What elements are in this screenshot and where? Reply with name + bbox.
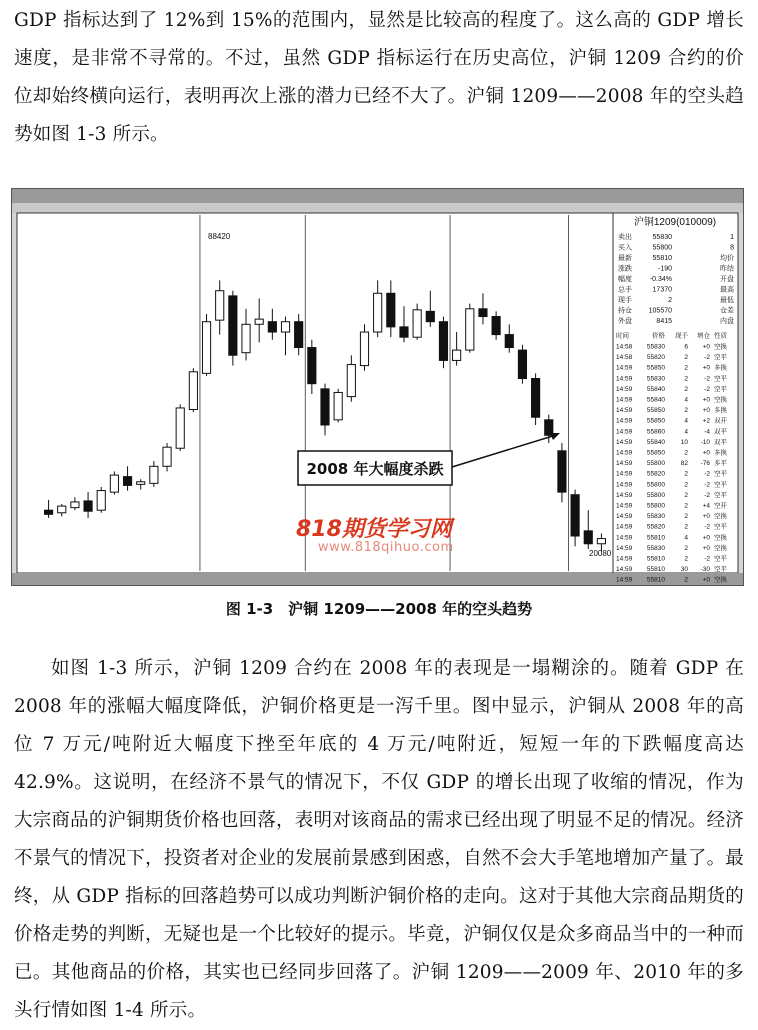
tick-row-6-cell-3: +0 [702, 407, 710, 415]
candle-37 [532, 373, 540, 425]
tick-row-16-cell-1: 55830 [646, 513, 665, 521]
panel-row-4-cell-2: 开盘 [720, 276, 734, 283]
tick-row-2-cell-4: 多换 [714, 364, 727, 372]
tick-row-19-cell-0: 14:59 [616, 544, 633, 552]
tick-row-10-cell-4: 多换 [714, 449, 727, 457]
tick-row-5-cell-1: 55840 [646, 396, 665, 404]
watermark-url: www.818qihuo.com [318, 540, 454, 555]
tick-row-18-cell-1: 55810 [646, 534, 665, 542]
candle-32 [466, 304, 474, 353]
tick-row-16-cell-0: 14:59 [616, 513, 633, 521]
candle-12 [202, 314, 210, 376]
panel-row-4-cell-0: 幅度 [618, 276, 632, 283]
tick-row-3-cell-3: -2 [704, 375, 710, 383]
tick-row-17-cell-1: 55820 [646, 523, 665, 531]
tick-row-15-cell-2: 2 [684, 502, 688, 510]
candle-5 [110, 471, 118, 494]
status-bar [12, 573, 743, 585]
tick-row-0-cell-0: 14:58 [616, 343, 633, 351]
tick-row-11-cell-2: 82 [680, 460, 688, 468]
tick-row-5-cell-2: 4 [684, 396, 688, 404]
tick-row-14-cell-1: 55800 [646, 491, 665, 499]
tick-row-21-cell-3: -30 [700, 566, 710, 574]
tick-row-9-cell-3: -10 [700, 438, 710, 446]
top-paragraph: GDP 指标达到了 12%到 15%的范围内，显然是比较高的程度了。这么高的 GDP 增长速度，是非常不寻常的。不过，虽然 GDP 指标运行在历史高位，沪铜 1209 合约的价位却始终横向运行，表明再次上涨的潜力已经不大了。沪铜 1209——2008 年的空头趋势如图 1-3 所示。 [14, 10, 744, 145]
tick-row-21-cell-4: 空平 [714, 566, 727, 574]
tick-row-0-cell-2: 6 [684, 343, 688, 351]
tick-row-3-cell-0: 14:59 [616, 375, 633, 383]
panel-row-3-cell-2: 昨结 [720, 265, 734, 273]
tick-row-22-cell-1: 55810 [646, 576, 665, 584]
tick-row-10-cell-1: 55850 [646, 449, 665, 457]
panel-row-5-cell-2: 最高 [720, 286, 734, 294]
tick-row-8-cell-4: 双平 [714, 428, 727, 436]
tick-row-17-cell-3: -2 [704, 523, 710, 531]
tick-row-8-cell-1: 55860 [646, 428, 665, 436]
candle-4 [97, 487, 105, 513]
tick-row-12-cell-1: 55820 [646, 470, 665, 478]
candle-10 [176, 404, 184, 450]
panel-row-4-cell-1: -0.34% [649, 276, 672, 283]
panel-row-6-cell-2: 最低 [720, 297, 734, 304]
tick-row-13-cell-4: 空平 [714, 481, 727, 489]
tick-row-10-cell-0: 14:59 [616, 449, 633, 457]
bottom-paragraph: 如图 1-3 所示，沪铜 1209 合约在 2008 年的表现是一塌糊涂的。随着 GDP 在 2008 年的涨幅大幅度降低，沪铜价格更是一泻千里。图中显示，沪铜从 2008 年的高位 7 万元/吨附近大幅度下挫至年底的 4 万元/吨附近，短短一年的下跌幅度高达 42.9%。这说明，在经济不景气的情况下，不仅 GDP 的增长出现了收缩的情况，作为大宗商品的沪铜期货价格也回落，表明对该商品的需求已经出现了明显不足的情况。经济不景气的情况下，投资者对企业的发展前景感到困惑，自然不会大手笔地增加产量了。最终，从 GDP 指标的回落趋势可以成功判断沪铜价格的走向。这对于其他大宗商品期货的价格走势的判断，无疑也是一个比较好的提示。毕竟，沪铜仅仅是众多商品当中的一种而已。其他商品的价格，其实也已经同步回落了。沪铜 1209——2009 年、2010 年的多头行情如图 1-4 所示。 [14, 658, 744, 1021]
tick-row-3-cell-1: 55830 [646, 375, 665, 383]
tick-row-22-cell-2: 2 [684, 576, 688, 584]
tick-row-16-cell-2: 2 [684, 513, 688, 521]
tick-row-15-cell-3: +4 [702, 502, 710, 510]
panel-row-8-cell-1: 8415 [656, 318, 672, 325]
tick-row-9-cell-4: 双平 [714, 438, 727, 446]
tick-row-1-cell-3: -2 [704, 354, 710, 362]
tick-row-2-cell-0: 14:59 [616, 364, 633, 372]
annotation-text: 2008 年大幅度杀跌 [306, 460, 444, 478]
tick-row-17-cell-0: 14:59 [616, 523, 633, 531]
tick-row-16-cell-4: 空换 [714, 513, 727, 521]
tick-row-21-cell-0: 14:59 [616, 566, 633, 574]
panel-row-5-cell-1: 17370 [652, 286, 672, 294]
candle-30 [439, 317, 447, 369]
tick-row-22-cell-0: 14:59 [616, 576, 633, 584]
tick-row-18-cell-4: 空换 [714, 534, 727, 542]
tick-row-19-cell-4: 空换 [714, 544, 727, 552]
tick-row-15-cell-0: 14:59 [616, 502, 633, 510]
tick-row-7-cell-0: 14:59 [616, 417, 633, 425]
panel-row-5-cell-0: 总手 [618, 286, 632, 294]
tick-row-18-cell-3: +0 [702, 534, 710, 542]
panel-row-8-cell-2: 内盘 [720, 318, 734, 325]
panel-row-2-cell-1: 55810 [652, 255, 672, 262]
panel-row-0-cell-1: 55830 [652, 234, 672, 241]
tick-row-14-cell-0: 14:59 [616, 491, 633, 499]
tick-row-1-cell-0: 14:58 [616, 354, 633, 362]
tick-row-7-cell-2: 4 [684, 417, 688, 425]
panel-row-8-cell-0: 外盘 [618, 318, 632, 325]
tick-row-6-cell-1: 55850 [646, 407, 665, 415]
tick-header-3: 增仓 [697, 331, 710, 340]
tick-row-5-cell-3: +0 [702, 396, 710, 404]
tick-row-19-cell-2: 2 [684, 544, 688, 552]
tick-row-8-cell-0: 14:59 [616, 428, 633, 436]
tick-row-5-cell-0: 14:59 [616, 396, 633, 404]
tick-row-4-cell-3: -2 [704, 385, 710, 393]
tick-row-20-cell-0: 14:59 [616, 555, 633, 563]
tick-row-17-cell-4: 空平 [714, 523, 727, 531]
tick-row-18-cell-0: 14:59 [616, 534, 633, 542]
tick-row-8-cell-2: 4 [684, 428, 688, 436]
tick-row-4-cell-1: 55840 [646, 385, 665, 393]
tick-row-20-cell-1: 55810 [646, 555, 665, 563]
tick-row-7-cell-3: +2 [702, 417, 710, 425]
tick-row-1-cell-2: 2 [684, 354, 688, 362]
candle-36 [518, 345, 526, 384]
panel-row-6-cell-1: 2 [668, 297, 672, 304]
tick-row-3-cell-4: 空平 [714, 375, 727, 383]
tick-row-15-cell-4: 空开 [714, 502, 727, 510]
tick-row-2-cell-1: 55850 [646, 364, 665, 372]
tick-row-9-cell-2: 10 [680, 438, 688, 446]
tick-row-0-cell-3: +0 [702, 343, 710, 351]
tick-row-1-cell-1: 55820 [646, 354, 665, 362]
tick-row-6-cell-4: 多换 [714, 407, 727, 415]
panel-row-1-cell-2: 8 [730, 244, 734, 252]
tick-row-7-cell-1: 55850 [646, 417, 665, 425]
title-bar [12, 189, 743, 203]
tick-row-10-cell-2: 2 [684, 449, 688, 457]
figure-caption: 图 1-3 沪铜 1209——2008 年的空头趋势 [225, 600, 533, 618]
tick-row-21-cell-1: 55810 [646, 566, 665, 574]
tick-row-3-cell-2: 2 [684, 375, 688, 383]
tick-row-12-cell-2: 2 [684, 470, 688, 478]
tick-row-7-cell-4: 双开 [714, 417, 727, 425]
tick-row-8-cell-3: -4 [704, 428, 710, 436]
tick-row-19-cell-1: 55830 [646, 544, 665, 552]
tick-row-13-cell-3: -2 [704, 481, 710, 489]
tick-row-13-cell-0: 14:59 [616, 481, 633, 489]
tick-row-4-cell-0: 14:59 [616, 385, 633, 393]
tick-row-11-cell-4: 多平 [714, 460, 727, 468]
panel-title: 沪铜1209(010009) [633, 217, 717, 228]
high-price-label: 88420 [208, 232, 231, 241]
tick-row-14-cell-2: 2 [684, 491, 688, 499]
tick-row-20-cell-4: 空平 [714, 555, 727, 563]
candle-11 [189, 368, 197, 412]
tick-row-9-cell-1: 55840 [646, 438, 665, 446]
panel-row-1-cell-1: 55800 [652, 244, 672, 252]
tick-header-2: 现手 [675, 331, 688, 340]
panel-row-3-cell-0: 涨跌 [618, 265, 632, 273]
tick-row-16-cell-3: +0 [702, 513, 710, 521]
panel-row-0-cell-2: 1 [730, 234, 734, 241]
tick-row-11-cell-0: 14:59 [616, 460, 633, 468]
tick-row-9-cell-0: 14:59 [616, 438, 633, 446]
panel-row-7-cell-1: 105570 [648, 307, 672, 315]
tick-row-22-cell-3: +0 [702, 576, 710, 584]
tick-row-19-cell-3: +0 [702, 544, 710, 552]
low-price-label: 20080 [589, 549, 612, 558]
tick-row-13-cell-1: 55800 [646, 481, 665, 489]
panel-row-7-cell-2: 仓差 [720, 307, 734, 315]
watermark-logo: 818期货学习网 [296, 517, 452, 542]
panel-row-1-cell-0: 买入 [618, 244, 632, 252]
tick-row-10-cell-3: +0 [702, 449, 710, 457]
tick-header-4: 性质 [714, 331, 727, 340]
tick-row-22-cell-4: 空换 [714, 576, 727, 584]
tick-row-0-cell-1: 55830 [646, 343, 665, 351]
candle-14 [229, 291, 237, 366]
tick-row-14-cell-3: -2 [704, 491, 710, 499]
site-watermark [296, 512, 486, 562]
tick-row-4-cell-2: 2 [684, 385, 688, 393]
tick-row-6-cell-2: 2 [684, 407, 688, 415]
toolbar [12, 203, 743, 213]
tick-row-1-cell-4: 空平 [714, 354, 727, 362]
tick-row-2-cell-2: 2 [684, 364, 688, 372]
tick-row-21-cell-2: 30 [680, 566, 688, 574]
tick-row-0-cell-4: 空换 [714, 343, 727, 351]
panel-row-0-cell-0: 卖出 [618, 234, 632, 241]
tick-row-14-cell-4: 空平 [714, 491, 727, 499]
tick-header-0: 时间 [616, 331, 629, 340]
tick-row-20-cell-2: 2 [684, 555, 688, 563]
tick-row-17-cell-2: 2 [684, 523, 688, 531]
tick-row-11-cell-3: -76 [700, 460, 710, 468]
panel-row-3-cell-1: -190 [657, 265, 672, 273]
panel-row-6-cell-0: 现手 [618, 297, 632, 304]
tick-row-20-cell-3: -2 [704, 555, 710, 563]
panel-row-2-cell-0: 最新 [618, 255, 632, 262]
tick-row-12-cell-4: 空平 [714, 470, 727, 478]
tick-row-2-cell-3: +0 [702, 364, 710, 372]
tick-row-12-cell-0: 14:59 [616, 470, 633, 478]
tick-row-13-cell-2: 2 [684, 481, 688, 489]
tick-row-18-cell-2: 4 [684, 534, 688, 542]
tick-header-1: 价格 [652, 331, 665, 340]
tick-row-15-cell-1: 55800 [646, 502, 665, 510]
tick-row-12-cell-3: -2 [704, 470, 710, 478]
panel-row-2-cell-2: 均价 [720, 255, 734, 262]
panel-row-7-cell-0: 持仓 [618, 307, 632, 315]
tick-row-5-cell-4: 空换 [714, 396, 727, 404]
tick-row-4-cell-4: 空平 [714, 385, 727, 393]
candle-22 [334, 389, 342, 423]
tick-row-6-cell-0: 14:59 [616, 407, 633, 415]
tick-row-11-cell-1: 55800 [646, 460, 665, 468]
